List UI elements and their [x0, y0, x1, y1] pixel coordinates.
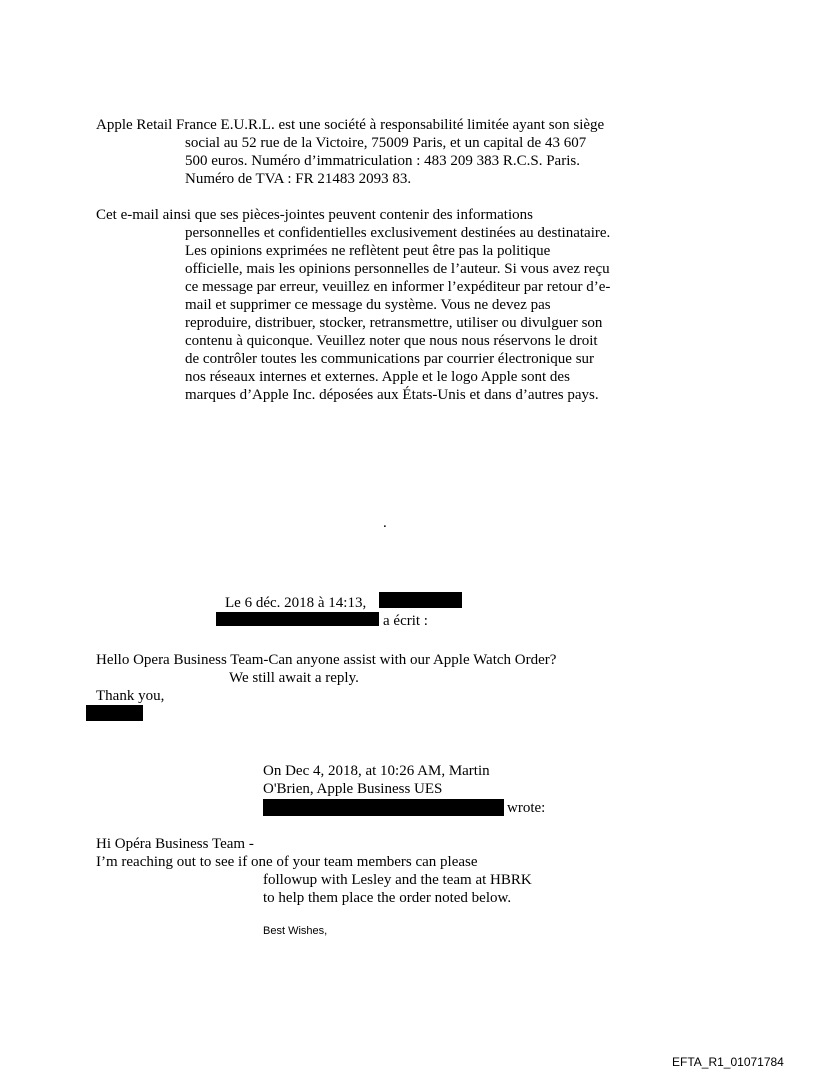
reply-header-date: Le 6 déc. 2018 à 14:13, — [225, 595, 367, 611]
original-greeting: Hi Opéra Business Team - — [96, 836, 254, 852]
redaction-block — [379, 592, 462, 608]
confidential-disclaimer-line: reproduire, distribuer, stocker, retransmettre, utiliser ou divulguer son — [185, 315, 603, 331]
confidential-disclaimer-line: de contrôler toutes les communications par courrier électronique sur — [185, 351, 595, 367]
original-message-line: followup with Lesley and the team at HBRK — [263, 872, 532, 888]
confidential-disclaimer-line: officielle, mais les opinions personnelles de l’auteur. Si vous avez reçu — [185, 261, 610, 277]
reply-message-line: We still await a reply. — [229, 670, 359, 686]
original-message-line: to help them place the order noted below. — [263, 890, 512, 906]
separator-dot: . — [383, 515, 387, 531]
confidential-disclaimer-line: marques d’Apple Inc. déposées aux États-Unis et dans d’autres pays. — [185, 387, 599, 403]
redaction-block — [216, 612, 379, 626]
company-disclaimer-first-line: Apple Retail France E.U.R.L. est une société à responsabilité limitée ayant son siège — [96, 117, 605, 133]
document-id: EFTA_R1_01071784 — [672, 1055, 784, 1069]
quoted-header-line: O'Brien, Apple Business UES — [263, 781, 443, 797]
confidential-disclaimer-line: Les opinions exprimées ne reflètent peut être pas la politique — [185, 243, 551, 259]
reply-header-wrote: a écrit : — [383, 613, 428, 629]
reply-message-line: Hello Opera Business Team-Can anyone assist with our Apple Watch Order? — [96, 652, 557, 668]
quoted-header-wrote: wrote: — [507, 800, 546, 816]
company-disclaimer-line: Numéro de TVA : FR 21483 2093 83. — [185, 171, 412, 187]
confidential-disclaimer-line: contenu à quiconque. Veuillez noter que nous nous réservons le droit — [185, 333, 598, 349]
confidential-disclaimer-line: personnelles et confidentielles exclusivement destinées au destinataire. — [185, 225, 611, 241]
confidential-disclaimer-line: ce message par erreur, veuillez en informer l’expéditeur par retour d’e- — [185, 279, 611, 295]
company-disclaimer-line: social au 52 rue de la Victoire, 75009 Paris, et un capital de 43 607 — [185, 135, 587, 151]
confidential-disclaimer-first-line: Cet e-mail ainsi que ses pièces-jointes peuvent contenir des informations — [96, 207, 533, 223]
confidential-disclaimer-line: nos réseaux internes et externes. Apple et le logo Apple sont des — [185, 369, 570, 385]
company-disclaimer-line: 500 euros. Numéro d’immatriculation : 483 209 383 R.C.S. Paris. — [185, 153, 580, 169]
reply-closing: Thank you, — [96, 688, 165, 704]
original-signoff: Best Wishes, — [263, 925, 328, 937]
redaction-block — [86, 705, 143, 721]
redaction-block — [263, 799, 504, 816]
quoted-header-line: On Dec 4, 2018, at 10:26 AM, Martin — [263, 763, 490, 779]
confidential-disclaimer-line: mail et supprimer ce message du système. Vous ne devez pas — [185, 297, 551, 313]
original-message-line: I’m reaching out to see if one of your team members can please — [96, 854, 478, 870]
